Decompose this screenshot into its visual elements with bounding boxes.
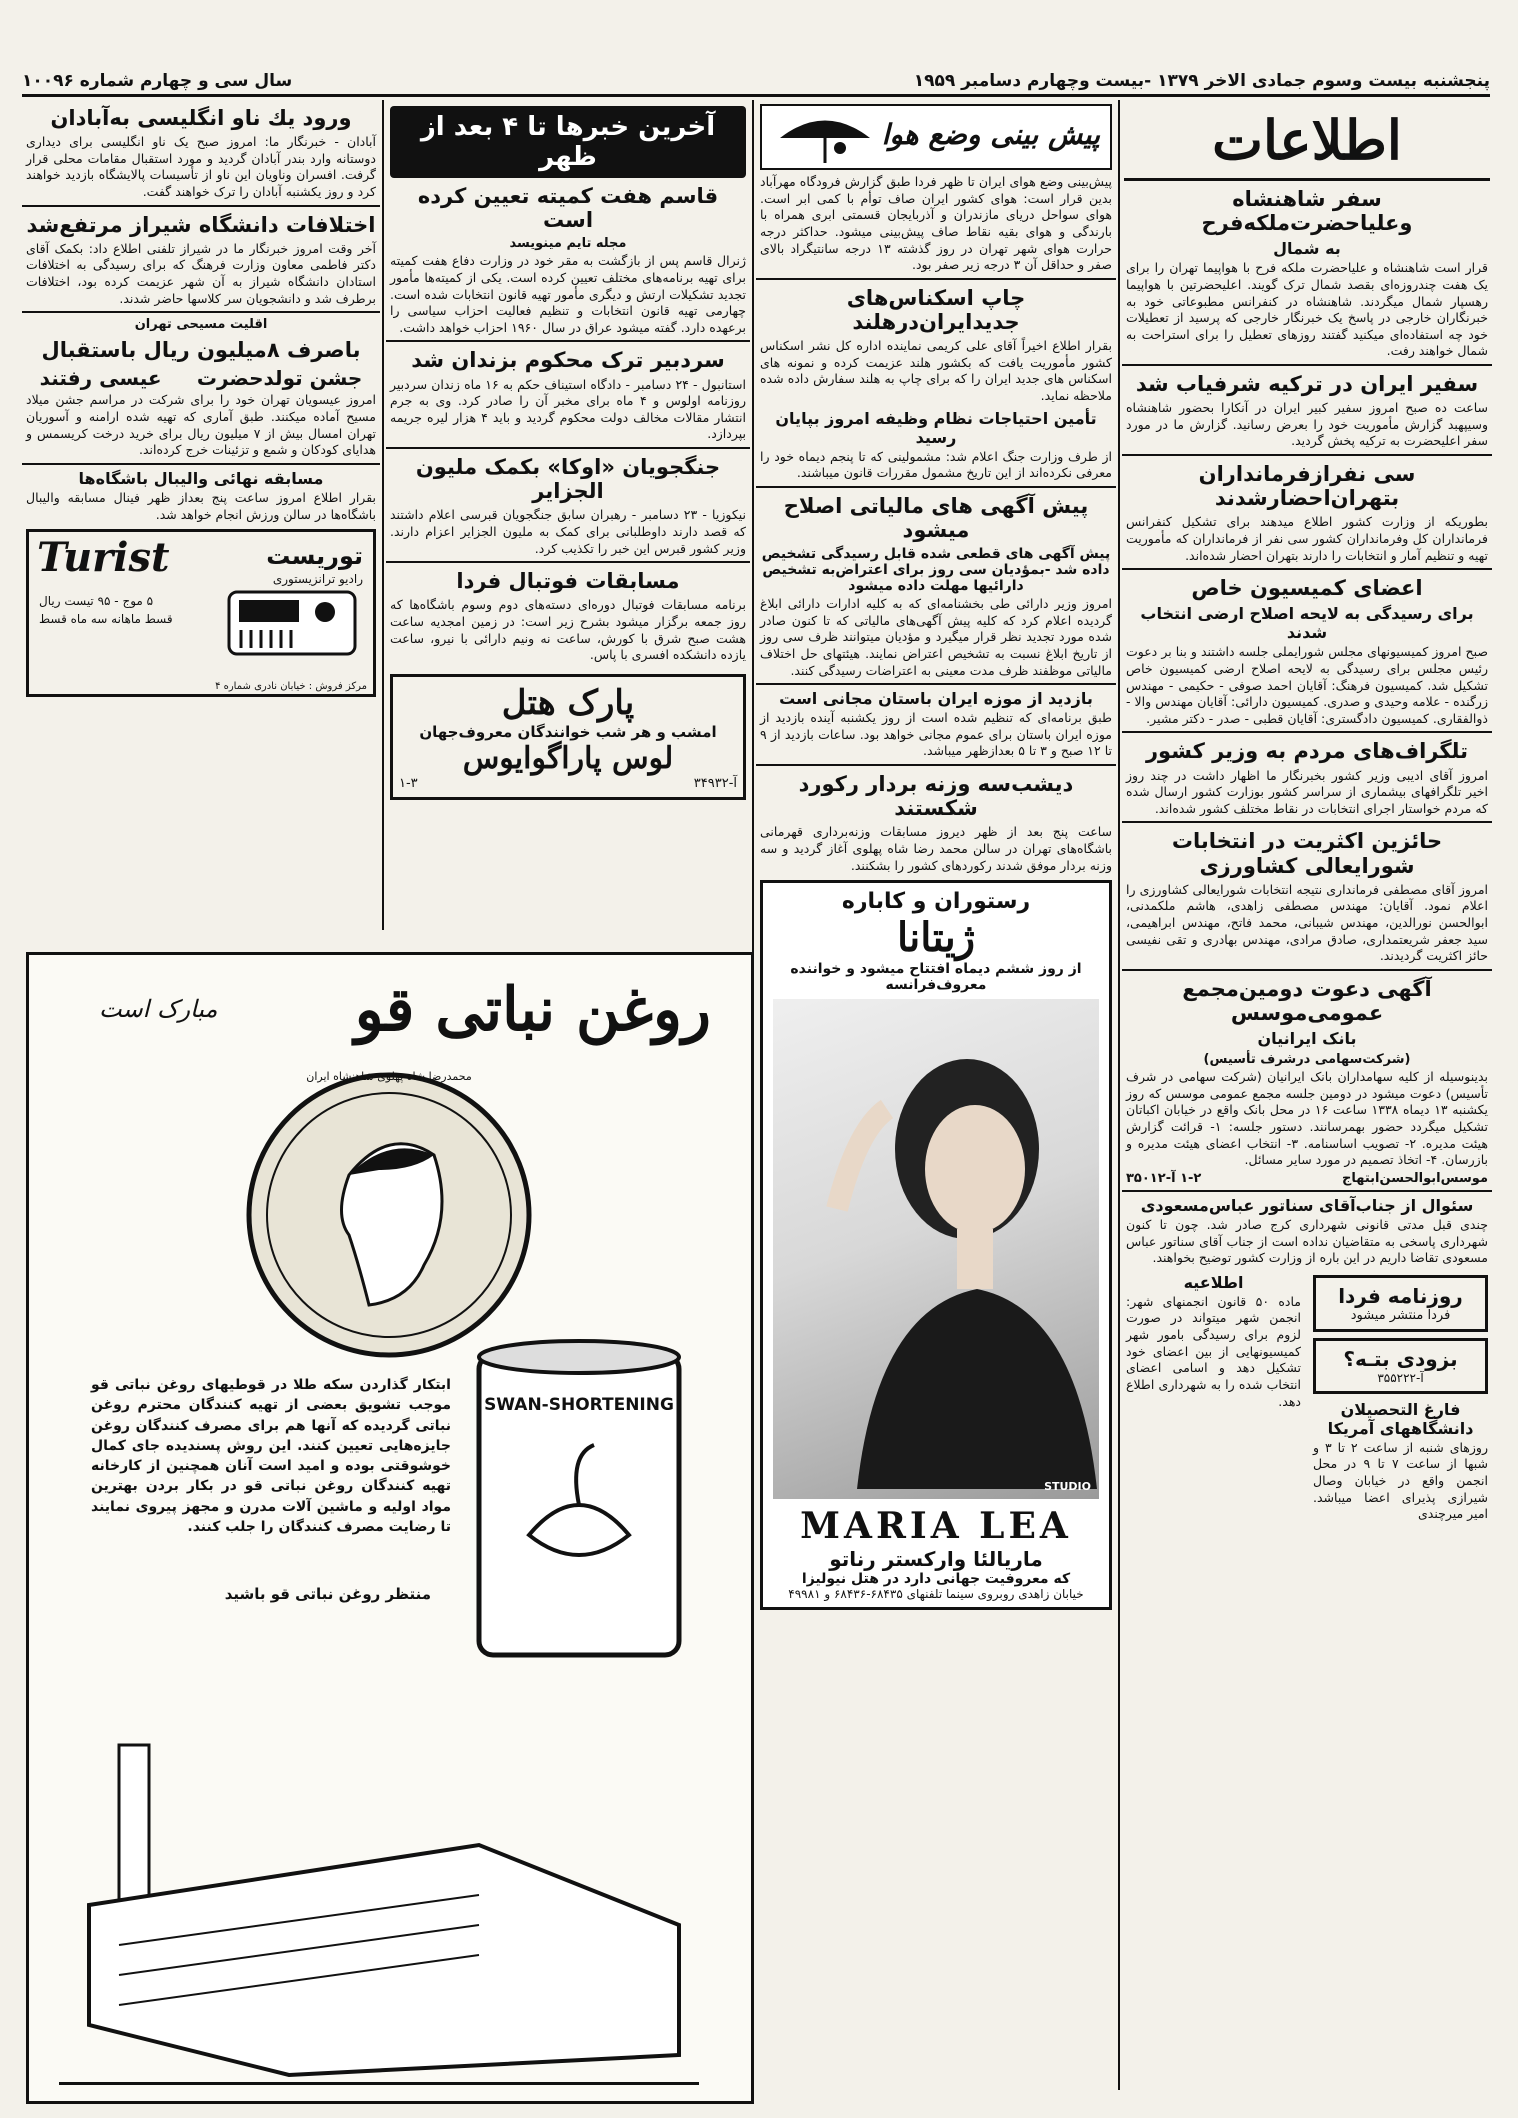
article-body: قرار است شاهنشاه و علیاحضرت ملکه فرح با هواپیما تهران را برای یک هفت چندروزه‌ای بقصد شمال ترک گویند. اعلیحضرتین با هواپیما رهسپار شمال میگردند. شاهنشاه در کنفرانس مطبوعاتی خود به خبرنگاران خارجی در پاسخ یک خبرنگار خارجی که پرسید از تعطیلات خود چه استفاده‌ای میکنید گفتند روزهای تعطیل را برای استراحت به شمال خواهند رفت. xyxy=(1126,260,1488,359)
headline: پیش آگهی های مالیاتی اصلاح میشود xyxy=(783,493,1089,542)
ad-address: خیابان زاهدی روبروی سینما تلفنهای ۶۸۴۳۵-۶۸۴۳۶ و ۴۹۹۸۱ xyxy=(788,1587,1084,1602)
ad-sign: منتظر روغن نباتی قو باشید xyxy=(224,1585,431,1603)
oil-can-icon xyxy=(469,1335,689,1665)
kicker: اقلیت مسیحی تهران xyxy=(134,317,268,333)
divider xyxy=(756,278,1116,280)
ad-title: روغن نباتی قو xyxy=(354,975,711,1045)
divider xyxy=(756,683,1116,685)
divider xyxy=(1122,1190,1492,1192)
divider xyxy=(1122,568,1492,570)
headline: دیشب‌سه وزنه بردار رکورد شکستند xyxy=(798,772,1074,821)
divider xyxy=(756,764,1116,766)
headline: حائزین اکثریت در انتخابات شورایعالی کشاورزی xyxy=(1171,829,1443,878)
paper-ad xyxy=(1313,1275,1488,1332)
article-body: ساعت پنج بعد از ظهر دیروز مسابقات وزنه‌برداری قهرمانی باشگاه‌های تهران در سالن محمد رضا شاه پهلوی آغاز گردید و سه وزنه بردار موفق شدند رکوردهای کشور را بشکنند. xyxy=(760,824,1112,873)
article-body: امروز آقای مصطفی فرمانداری نتیجه انتخابات شورایعالی کشاورزی را اعلام نمود. آقایان: مهندس مصطفی زاهدی، هاشم ملکمدنی، ابوالحسن نورالدین، مهندس شیبانی، محمد فاتح، مهندس ابراهیمی، سید جعفر شریعتمداری، صادق مرادی، مهندس بهادری و تقی نفیسی حائز اکثریت گردیدند. xyxy=(1126,881,1488,964)
headline: اعضای کمیسیون خاص xyxy=(1191,576,1423,601)
ad-code: آ-۳۵۵۲۲۲ xyxy=(1377,1370,1424,1385)
divider xyxy=(386,561,750,563)
headline-split xyxy=(22,366,380,390)
radio-icon xyxy=(227,588,357,658)
ad-body: ابتکار گذاردن سکه طلا در قوطیهای روغن نباتی قو موجب تشویق بعضی از تهیه کنندگان محترم روغن نباتی گردیده که آنها هم برای مصرف کنندگان روغن جایزه‌هایی تعیین کنند. این روش پسندیده جای کمال خوشوقتی بوده و امید است آنان همچنین از کارخانه تهیه کنندگان روغن نباتی قو در بکار بردن بهترین مواد اولیه و ماشین آلات مدرن و مجهز پیروی نمایند تا رضایت مصرف کنندگان را جلب کنند. xyxy=(91,1377,451,1536)
divider xyxy=(1122,731,1492,733)
divider xyxy=(386,447,750,449)
ad-code: ۱-۳ xyxy=(399,775,418,791)
headline: قاسم هفت کمیته تعیین کرده است xyxy=(417,184,719,233)
article-body: امروز آقای ادیبی وزیر کشور بخبرنگار ما اظهار داشت در چند روز اخیر تلگرافهای بیشماری از سراسر کشور بوزارت کشور ارسال شده که مردم خواستار اجرای انتخابات در نقاط مختلف کشور شده‌اند. xyxy=(1126,767,1488,816)
article-body: صبح امروز کمیسیونهای مجلس شورایملی جلسه داشتند و بنا بر دعوت رئیس مجلس برای رسیدگی به لایحه اصلاح ارضی کمیسیون خاص تشکیل شد. کمیسیون فرهنگ: آقایان احمد صوفی - حکیمی - مهندس زرگنده - علامه وحیدی و صدری. کمیسیون دارائی: آقایان مهندس والا - ذوالفقاری. کمیسیون دادگستری: آقایان قطبی - صدر - دکتر مشیر. xyxy=(1126,644,1488,726)
middle-left-column xyxy=(386,100,750,940)
article-body: بقرار اطلاع امروز ساعت پنج بعداز ظهر فینال مسابقه والیبال باشگاه‌ها در سالن ورزش انجام خواهد شد. xyxy=(26,489,376,522)
headline: سفر شاهنشاه وعلیاحضرت‌ملکه‌فرح xyxy=(1201,187,1413,236)
divider xyxy=(22,311,380,313)
article-body: بطوریکه از وزارت کشور اطلاع میدهند برای تشکیل کنفرانس فرمانداران کل وفرمانداران کشور سی نفر از فرمانداران که مأموریت تهیه و تنظیم آمار و انتخابات را دارند بتهران احضار شده‌اند. xyxy=(1126,514,1488,563)
article-body: ژنرال قاسم پس از بازگشت به مقر خود در وزارت دفاع هفت کمیته برای تهیه برنامه‌های مختلف تعیین کرده است. یکی از کمیته‌ها مأمور تجدید تشکیلات ارتش و دیگری مأمور تهیه قانون انتخابات شده است. چهارمی تهیه قانون انتخابات و تنظیم فعالیت احزاب سیاسی را برعهده دارد. گفته میشود عراق در سال ۱۹۶۰ احزاب خواهد داشت. xyxy=(390,253,746,335)
ad-line: امشب و هر شب خوانندگان معروف‌جهان xyxy=(419,722,717,741)
ad-code: آ-۳۴۹۳۲ xyxy=(693,775,737,791)
divider xyxy=(386,340,750,342)
article-body: پیش‌بینی وضع هوای ایران تا ظهر فردا طبق گزارش فرودگاه مهرآباد بدین قرار است: هوای کشور ایران صاف توأم با کمی ابر است. هوای سواحل دریای مازندران و آذربایجان قسمتی ابری همراه با بارندگی و هوای بقیه نقاط صاف پیش‌بینی میشود. حداکثر درجه حرارت هوای شهر تهران در روز گذشته ۱۳ درجه سانتیگراد بالای صفر و حداقل آن ۳ درجه زیر صفر بود. xyxy=(760,174,1113,273)
issue-line: سال سی و چهارم شماره ۱۰۰۹۶ xyxy=(22,71,293,91)
headline: چاپ اسکناس‌های جدیدایران‌درهلند xyxy=(846,285,1026,334)
umbrella-man-icon xyxy=(770,108,880,166)
article-body: ساعت ده صبح امروز سفیر کبیر ایران در آنکارا بحضور شاهنشاه وسیپهبد گزارش مأموریت خود را بعرض رسانید. گزارش ما در مورد سفر اعلیحضرت به ترکیه پخش گردید. xyxy=(1126,400,1488,449)
ad-name: ژیتانا xyxy=(896,914,976,962)
headline: باصرف ۸میلیون ریال باستقبال xyxy=(41,338,361,363)
photo-credit: STUDIO xyxy=(1044,1480,1091,1494)
headline-part: جشن تولدحضرت xyxy=(196,366,363,391)
subheadline: برای رسیدگی به لایحه اصلاح ارضی انتخاب شدند xyxy=(1140,604,1474,643)
article-body: بدینوسیله از کلیه سهامداران بانک ایرانیان (شرکت سهامی در شرف تأسیس) دعوت میشود در دومین جلسه مجمع عمومی موسس که روز یکشنبه ۱۳ دیماه ۱۳۳۸ ساعت ۱۶ در محل بانک واقع در خیابان اکباتان تشکیل میگردد حضور بهمرسانند. دستور جلسه: ۱- قرائت گزارش هیئت مدیره. ۲- تصویب اساسنامه. ۳- انتخاب اعضای هیئت مدیره و بازرسان. ۴- اتخاذ تصمیم در مورد سایر مسائل. xyxy=(1126,1069,1489,1168)
headline: تأمین احتیاجات نظام وظیفه امروز بپایان رسید xyxy=(775,408,1097,447)
subheadline: پیش آگهی های قطعی شده قابل رسیدگی تشخیص داده شد -بمؤدیان سی روز برای اعتراض‌به تشخیص دارائیها مهلت داده میشود xyxy=(761,546,1111,595)
ad-line: از روز ششم دیماه افتتاح میشود و خواننده معروف‌فرانسه xyxy=(790,961,1082,994)
headline: بازدید از موزه ایران باستان مجانی است xyxy=(779,689,1093,709)
turist-radio-ad xyxy=(26,529,376,697)
bottom-left-block xyxy=(1122,1269,1305,1525)
headline: تلگراف‌های مردم به وزیر کشور xyxy=(1145,739,1469,764)
oil-ad xyxy=(26,952,754,2104)
article-body: ماده ۵۰ قانون انجمنهای شهر: انجمن شهر میتواند در صورت لزوم برای رسیدگی بامور شهر کمیسیونهایی از بین اعضای خود تشکیل دهد و اسامی اعضای انتخاب شده را به شهرداری اطلاع دهد. xyxy=(1126,1293,1301,1409)
article-body: امروز عیسویان تهران خود را برای شرکت در مراسم جشن میلاد مسیح آماده میکنند. طبق آماری که تهیه شده ارامنه و آسوریان تهران امسال بیش از ۷ میلیون ریال برای خرید درخت کریسمس و هدایای کودکان و شمع و تزئینات خرج کرده‌اند. xyxy=(26,392,376,458)
divider xyxy=(22,463,380,465)
article-body: آبادان - خبرنگار ما: امروز صبح یک ناو انگلیسی برای دیداری دوستانه وارد بندر آبادان گردید و مورد استقبال مقامات محلی قرار گرفت. افسران وناویان این ناو از تأسیسات پالایشگاه بازدید خواهند کرد و روز یکشنبه آبادان را ترک خواهند گفت. xyxy=(26,134,376,200)
ad-title: رستوران و کاباره xyxy=(841,889,1031,915)
subheadline: (شرکت‌سهامی درشرف تأسیس) xyxy=(1203,1052,1411,1068)
subheadline: به شمال xyxy=(1273,239,1341,259)
divider xyxy=(1122,969,1492,971)
ad-foot: که معروفیت جهانی دارد در هتل نیولیزا xyxy=(801,1571,1071,1588)
ad-price: ۵ موج - ۹۵ تیست ریال xyxy=(39,594,154,609)
article-body: آخر وقت امروز خبرنگار ما در شیراز تلفنی اطلاع داد: بکمک آقای دکتر فاطمی معاون وزارت فرهنگ که برای رسیدگی به اختلافات استادان دانشگاه شیراز به آن شهر عزیمت کرده بود، اختلافات برطرف شد و دانشجویان سر کلاسها حاضر شدند. xyxy=(26,240,376,306)
cabaret-ad xyxy=(760,880,1112,1610)
singer-photo xyxy=(773,999,1099,1499)
brand-name: توریست xyxy=(266,542,363,571)
article-body: از طرف وزارت جنگ اعلام شد: مشمولینی که تا پنجم دیماه خود را معرفی نکرده‌اند از این تاریخ مشمول مقررات قانون میباشند. xyxy=(760,448,1112,481)
divider xyxy=(1122,454,1492,456)
headline-part: عیسی رفتند xyxy=(39,366,162,391)
park-hotel-ad xyxy=(390,674,746,800)
ad-star-fa: ماریالئا وارکستر رناتو xyxy=(829,1547,1043,1572)
headline: آگهی دعوت دومین‌مجمع عمومی‌موسس xyxy=(1182,976,1432,1026)
bottom-right-block xyxy=(1309,1269,1492,1525)
coin-inscription: محمدرضا شاه پهلوی شاهنشاه ایران xyxy=(306,1070,472,1083)
teaser-ad xyxy=(1313,1338,1488,1394)
headline: سئوال از جناب‌آقای سناتور عباس‌مسعودی xyxy=(1140,1195,1474,1215)
ad-title: روزنامه فردا xyxy=(1338,1283,1463,1308)
middle-right-column xyxy=(756,100,1116,2100)
header-bar xyxy=(22,68,1490,97)
left-column xyxy=(22,100,380,930)
column-rule xyxy=(382,100,384,930)
can-label: SWAN-SHORTENING xyxy=(484,1395,674,1415)
right-column xyxy=(1122,100,1492,2100)
article-body: برنامه مسابقات فوتبال دوره‌ای دسته‌های دوم وسوم باشگاه‌ها که روز جمعه برگزار میشود بشرح زیر است: در زمین امجدیه ساعت هشت صبح شرق با کورش، ساعت نه ونیم دارائی با نیرو، ساعت یازده دانشکده افسری با پاس. xyxy=(390,597,746,663)
divider xyxy=(1122,364,1492,366)
ad-tagline: رادیو ترانزیستوری xyxy=(272,572,363,587)
ad-subtitle: فردا منتشر میشود xyxy=(1350,1307,1451,1323)
ad-title: بزودی بتـه؟ xyxy=(1343,1346,1458,1371)
ad-star: MARIA LEA xyxy=(800,1505,1072,1548)
ad-title: پارک هتل xyxy=(501,682,635,723)
headline: سردبیر ترک محکوم بزندان شد xyxy=(411,348,725,373)
byline: مجله تایم مینویسد xyxy=(509,236,627,252)
article-body: طبق برنامه‌ای که تنظیم شده است از روز یکشنبه آینده بازدید از موزه ایران باستان برای عموم مجانی خواهد بود. ساعات بازدید از ۹ تا ۱۲ صبح و ۳ تا ۵ بعدازظهر میباشد. xyxy=(760,710,1112,759)
column-rule xyxy=(1118,100,1120,2090)
ad-act: لوس پاراگوایوس xyxy=(462,740,674,776)
article-body: استانبول - ۲۴ دسامبر - دادگاه استیناف حکم به ۱۶ ماه زندان سردبیر روزنامه اولوس و ۴ ماه برای مخبر آن را صادر کرد. وی به جرم انتشار مقالات مخالف دولت محکوم گردید و باید ۴ هزار لیره جریمه بپردازد. xyxy=(390,376,747,442)
headline: اختلافات دانشگاه شیراز مرتفع‌شد xyxy=(26,212,376,237)
factory-icon xyxy=(59,1725,699,2085)
brand-logo: Turist xyxy=(37,534,170,582)
date-line: پنجشنبه بیست وسوم جمادی الاخر ۱۳۷۹ -بیست وچهارم دسامبر ۱۹۵۹ xyxy=(913,71,1490,91)
signature: موسس‌ابوالحسن‌ابتهاج xyxy=(1342,1170,1488,1186)
divider xyxy=(22,205,380,207)
gold-coin-icon xyxy=(239,1065,539,1365)
headline: فارغ التحصیلان دانشگاههای آمریکا xyxy=(1327,1399,1474,1438)
headline: ورود یك ناو انگلیسی به‌آبادان xyxy=(50,106,352,130)
ad-codes xyxy=(399,776,737,791)
ad-subtitle: مبارک است xyxy=(99,995,218,1023)
article-body: چندی قبل مدتی قانونی شهرداری کرج صادر شد. چون تا کنون شهرداری پاسخی به متقاضیان نداده است از جناب آقای سناتور عباس مسعودی تقاضا داریم در این باره از وزارت کشور توضیح بخواهند. xyxy=(1126,1216,1488,1266)
subheadline: بانک ایرانیان xyxy=(1257,1029,1357,1049)
divider xyxy=(756,486,1116,488)
headline: مسابقات فوتبال فردا xyxy=(456,569,680,594)
headline: سفیر ایران در ترکیه شرفیاب شد xyxy=(1135,372,1479,397)
ad-dealer: مرکز فروش : خیابان نادری شماره ۴ xyxy=(215,681,367,693)
divider xyxy=(1122,821,1492,823)
ad-code: ۱-۲ آ-۳۵۰۱۲ xyxy=(1126,1170,1202,1186)
headline: اطلاعیه xyxy=(1183,1272,1244,1292)
headline: مسابقه نهائی والیبال باشگاه‌ها xyxy=(78,468,324,488)
headline: سی نفرازفرمانداران بتهران‌احضارشدند xyxy=(1198,462,1416,511)
weather-title: پیش بینی وضع هوا xyxy=(881,118,1100,151)
article-body: روزهای شنبه از ساعت ۲ تا ۳ و شبها از ساعت ۷ تا ۹ در محل انجمن واقع در خیابان وصال شیرازی پذیرای اعضا میباشد. امیر میرچندی xyxy=(1313,1439,1489,1522)
headline: جنگجویان «اوکا» بکمک ملیون الجزایر xyxy=(415,455,721,504)
article-body: بقرار اطلاع اخیراً آقای علی کریمی نماینده اداره کل نشر اسکناس کشور مأموریت یافت که بکشور هلند عزیمت کرده و نمونه های اسکناس های جدید ایران را که برای چاپ به هلند سفارش داده شده ملاحظه نماید. xyxy=(760,338,1112,403)
article-body: امروز وزیر دارائی طی بخشنامه‌ای که به کلیه ادارات دارائی ابلاغ گردیده اعلام کرد که کلیه پیش آگهی‌های مالیاتی که تا کنون صادر شده مورد تجدید نظر قرار میگیرد و مؤدیان میتوانند ظرف سی روز از تاریخ ابلاغ نسبت به تشخیص اعتراض نمایند. هیئتهای حل اختلاف مالیاتی موظفند ظرف مدت معینی به اعتراضات رسیدگی کنند. xyxy=(760,596,1112,678)
masthead: اطلاعات xyxy=(1124,100,1490,181)
article-body: نیکوزیا - ۲۳ دسامبر - رهبران سابق جنگجویان قبرسی اعلام داشتند که قصد دارند داوطلبانی برای کمک به ملیون الجزایر اعزام دارند. وزیر کشور قبرس این خبر را تکذیب کرد. xyxy=(390,507,746,556)
signature-row xyxy=(1126,1171,1488,1186)
ad-terms: قسط ماهانه سه ماه قسط xyxy=(39,612,173,627)
weather-banner xyxy=(760,104,1112,170)
bottom-split xyxy=(1122,1269,1492,1525)
latest-news-banner: آخرین خبرها تا ۴ بعد از ظهر xyxy=(390,106,746,178)
singer-portrait-icon xyxy=(797,1009,1097,1489)
